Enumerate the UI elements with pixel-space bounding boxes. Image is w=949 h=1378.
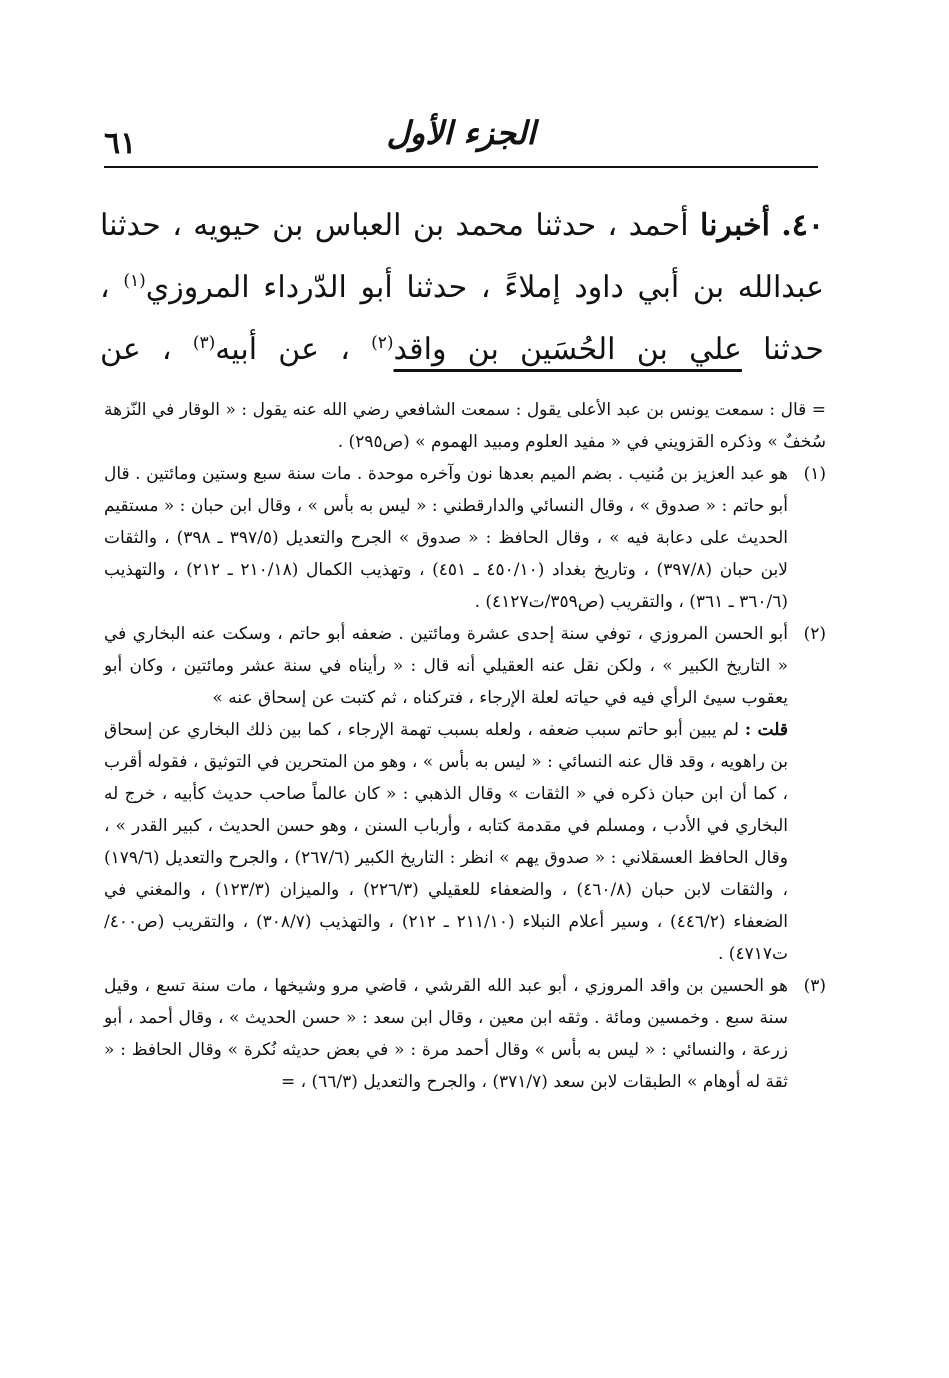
hadith-line-2-text: عبدالله بن أبي داود إملاءً ، حدثنا أبو الدّرداء المروزي [145, 270, 824, 305]
footnote-ref-3: (٣) [192, 333, 216, 353]
footnote-2-comment-text: لم يبين أبو حاتم سبب ضعفه ، ولعله بسبب تهمة الإرجاء ، كما بين ذلك البخاري عن إسحاق بن راهويه ، وقد قال عنه النسائي : « ليس به بأس » ، وهو من المتحرين في التوثيق ، فقوله أقرب ، كما أن ابن حبان ذكره في « الثقات » وقال الذهبي : « كان عالماً صاحب حديث كأبيه ، خرج له البخاري في الأدب ، ومسلم في مقدمة كتابه ، وأرباب السنن ، وهو حسن الحديث ، كبير القدر » ، وقال الحافظ العسقلاني : « صدوق يهم » انظر : التاريخ الكبير (٢٦٧/٦) ، والجرح والتعديل (١٧٩/٦) ، والثقات لابن حبان (٤٦٠/٨) ، والضعفاء للعقيلي (٢٢٦/٣) ، والميزان (١٢٣/٣) ، والمغني في الضعفاء (٤٤٦/٢) ، وسير أعلام النبلاء (٢١١/١٠ ـ ٢١٢) ، والتهذيب (٣٠٨/٧) ، والتقريب (ص٤٠٠/ت٤٧١٧) . [104, 720, 789, 964]
footnote-3 [104, 970, 826, 1098]
hadith-line-1-text: أحمد ، حدثنا محمد بن العباس بن حيويه ، حدثنا [100, 208, 689, 243]
hadith-line-3-mid: ، عن أبيه [215, 332, 350, 367]
footnote-ref-2: (٢) [371, 333, 394, 353]
footnote-1-text: هو عبد العزيز بن مُنيب . بضم الميم بعدها نون وآخره موحدة . مات سنة سبع وستين ومائتين . قال أبو حاتم : « صدوق » ، وقال النسائي والدارقطني : « ليس به بأس » ، وقال ابن حبان : « مستقيم الحديث على دعابة فيه » ، وقال الحافظ : « صدوق » الجرح والتعديل (٣٩٧/٥ ـ ٣٩٨) ، والثقات لابن حبان (٣٩٧/٨) ، وتاريخ بغداد (٤٥٠/١٠ ـ ٤٥١) ، وتهذيب الكمال (٢١٠/١٨ ـ ٢١٢) ، والتهذيب (٣٦٠/٦ ـ ٣٦١) ، والتقريب (ص٣٥٩/ت٤١٢٧) . [104, 464, 789, 612]
page-header [104, 112, 818, 168]
page-number: ٦١ [104, 126, 137, 161]
hadith-text [100, 195, 824, 381]
footnote-3-number: (٣) [803, 976, 826, 996]
footnote-3-text: هو الحسين بن واقد المروزي ، أبو عبد الله القرشي ، قاضي مرو وشيخها ، مات سنة تسع ، وقيل سنة سبع . وخمسين ومائة . وثقه ابن معين ، وقال ابن سعد : « حسن الحديث » ، وقال أحمد ، أبو زرعة ، والنسائي : « ليس به بأس » وقال أحمد مرة : « في بعض حديثه نُكرة » وقال الحافظ : « ثقة له أوهام » الطبقات لابن سعد (٣٧١/٧) ، والجرح والتعديل (٦٦/٣) ، = [104, 976, 788, 1092]
footnote-2 [104, 618, 826, 970]
hadith-line-3 [100, 319, 824, 381]
hadith-line-1 [100, 195, 824, 257]
running-title: الجزء الأول [386, 114, 536, 152]
underlined-narrator: علي بن الحُسَين بن واقد [393, 332, 742, 367]
hadith-line-2-end: ، [100, 270, 110, 305]
footnote-1 [104, 458, 826, 618]
hadith-line-2 [100, 257, 824, 319]
footnote-ref-1: (١) [123, 271, 146, 291]
footnote-1-number: (١) [803, 464, 826, 484]
hadith-number: ٤٠. [781, 208, 824, 243]
footnote-2-number: (٢) [803, 624, 826, 644]
hadith-line-3-start: حدثنا [763, 332, 824, 367]
footnotes [104, 394, 826, 1098]
hadith-line-3-end: ، عن [100, 332, 172, 367]
hadith-lead-word: أخبرنا [699, 208, 770, 243]
footnote-2-text: أبو الحسن المروزي ، توفي سنة إحدى عشرة ومائتين . ضعفه أبو حاتم ، وسكت عنه البخاري في « التاريخ الكبير » ، ولكن نقل عنه العقيلي أنه قال : « رأيناه في سنة عشر ومائتين ، وكان أبو يعقوب سيئ الرأي فيه في حياته لعلة الإرجاء ، فتركناه ، ثم كتبت عن إسحاق عنه » [104, 624, 788, 708]
footnote-2-body [104, 618, 788, 970]
footnote-continuation: = قال : سمعت يونس بن عبد الأعلى يقول : سمعت الشافعي رضي الله عنه يقول : « الوقار في النّزهة سُخفٌ » وذكره القزويني في « مفيد العلوم ومبيد الهموم » (ص٢٩٥) . [104, 400, 826, 452]
footnote-2-comment-label: قلت : [744, 720, 788, 740]
footnote-2-comment [104, 714, 788, 970]
